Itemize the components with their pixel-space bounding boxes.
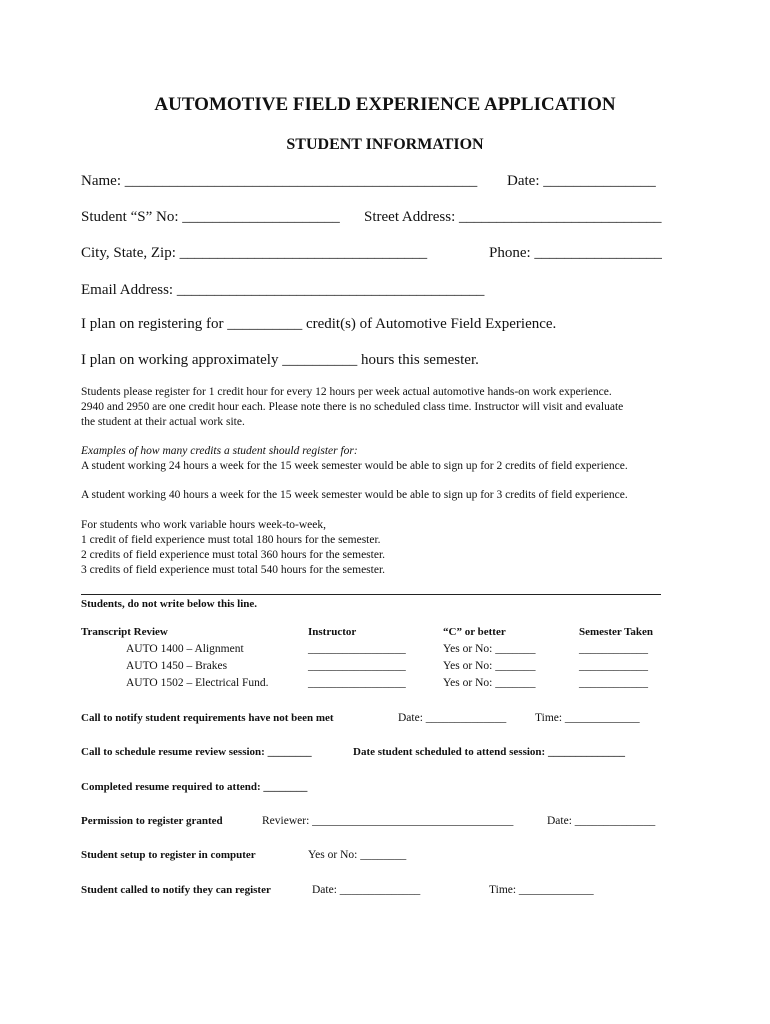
office-divider xyxy=(81,594,661,595)
course-instructor-field[interactable]: _________________ xyxy=(308,643,406,655)
phone-field[interactable]: Phone: _________________ xyxy=(489,245,662,261)
variable-heading: For students who work variable hours week-to-week, xyxy=(81,519,326,531)
variable-line-1: 1 credit of field experience must total 180 hours for the semester. xyxy=(81,534,381,546)
info-line-1: Students please register for 1 credit hour for every 12 hours per week actual automotive hands-on work experience. xyxy=(81,386,612,398)
info-line-2: 2940 and 2950 are one credit hour each. Please note there is no scheduled class time. Instructor will visit and evaluate xyxy=(81,401,624,413)
name-field[interactable]: Name: _______________________________________________ xyxy=(81,173,478,189)
form-title: AUTOMOTIVE FIELD EXPERIENCE APPLICATION xyxy=(154,94,616,115)
info-line-3: the student at their actual work site. xyxy=(81,416,245,428)
scheduled-date-field[interactable]: Date student scheduled to attend session: ______________ xyxy=(353,746,625,758)
student-number-field[interactable]: Student “S” No: _____________________ xyxy=(81,209,340,225)
permission-date-field[interactable]: Date: ______________ xyxy=(547,815,656,827)
course-grade-field[interactable]: Yes or No: _______ xyxy=(443,660,536,672)
course-grade-field[interactable]: Yes or No: _______ xyxy=(443,643,536,655)
course-semester-field[interactable]: ____________ xyxy=(579,643,648,655)
office-notice: Students, do not write below this line. xyxy=(81,598,258,610)
hours-field[interactable]: I plan on working approximately __________ hours this semester. xyxy=(81,352,479,368)
call-notify-date-field[interactable]: Date: ______________ xyxy=(398,712,507,724)
instructor-header: Instructor xyxy=(308,626,357,638)
course-instructor-field[interactable]: _________________ xyxy=(308,677,406,689)
grade-header: “C” or better xyxy=(443,626,506,638)
email-field[interactable]: Email Address: _________________________________________ xyxy=(81,282,485,298)
called-date-field[interactable]: Date: ______________ xyxy=(312,884,421,896)
course-instructor-field[interactable]: _________________ xyxy=(308,660,406,672)
setup-label: Student setup to register in computer xyxy=(81,849,256,861)
variable-line-2: 2 credits of field experience must total 360 hours for the semester. xyxy=(81,549,386,561)
called-time-field[interactable]: Time: _____________ xyxy=(489,884,594,896)
schedule-review-field[interactable]: Call to schedule resume review session: ________ xyxy=(81,746,312,758)
street-address-field[interactable]: Street Address: ___________________________ xyxy=(364,209,662,225)
course-name: AUTO 1502 – Electrical Fund. xyxy=(126,677,269,689)
example-1: A student working 24 hours a week for the 15 week semester would be able to sign up for 2 credits of field experience. xyxy=(81,460,628,472)
course-name: AUTO 1450 – Brakes xyxy=(126,660,228,672)
semester-header: Semester Taken xyxy=(579,626,654,638)
variable-line-3: 3 credits of field experience must total 540 hours for the semester. xyxy=(81,564,386,576)
course-grade-field[interactable]: Yes or No: _______ xyxy=(443,677,536,689)
permission-label: Permission to register granted xyxy=(81,815,223,827)
resume-required-field[interactable]: Completed resume required to attend: ________ xyxy=(81,781,308,793)
credits-field[interactable]: I plan on registering for __________ credit(s) of Automotive Field Experience. xyxy=(81,316,557,332)
city-state-zip-field[interactable]: City, State, Zip: _________________________________ xyxy=(81,245,428,261)
examples-heading: Examples of how many credits a student should register for: xyxy=(81,445,358,457)
call-notify-time-field[interactable]: Time: _____________ xyxy=(535,712,640,724)
setup-field[interactable]: Yes or No: ________ xyxy=(308,849,407,861)
course-semester-field[interactable]: ____________ xyxy=(579,677,648,689)
reviewer-field[interactable]: Reviewer: ___________________________________ xyxy=(262,815,514,827)
example-2: A student working 40 hours a week for the 15 week semester would be able to sign up for 3 credits of field experience. xyxy=(81,489,628,501)
course-name: AUTO 1400 – Alignment xyxy=(126,643,244,655)
date-field[interactable]: Date: _______________ xyxy=(507,173,656,189)
call-notify-label: Call to notify student requirements have not been met xyxy=(81,712,334,724)
called-label: Student called to notify they can register xyxy=(81,884,271,896)
transcript-header: Transcript Review xyxy=(81,626,168,638)
section-title: STUDENT INFORMATION xyxy=(286,136,484,153)
course-semester-field[interactable]: ____________ xyxy=(579,660,648,672)
